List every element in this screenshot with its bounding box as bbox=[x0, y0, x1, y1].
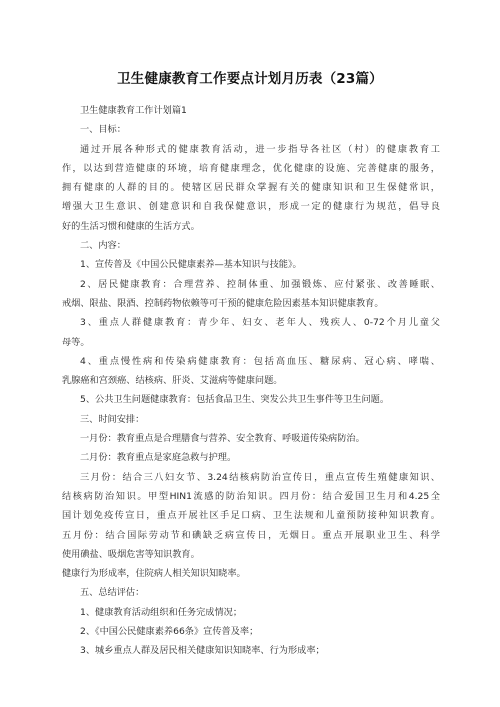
section-heading: 卫生健康教育工作计划篇1 bbox=[80, 105, 187, 116]
list-item: 2、《中国公民健康素养66条》宣传普及率； bbox=[80, 626, 259, 638]
schedule-line: 二月份：教育重点是家庭急救与护理。 bbox=[80, 452, 237, 464]
list-item-continued: 戒烟、限盐、限酒、控制药物依赖等可干预的健康危险因素基本知识健康教育。 bbox=[62, 297, 384, 309]
list-item: 4、重点慢性病和传染病健康教育：包括高血压、糖尿病、冠心病、哮喘、 bbox=[80, 355, 440, 367]
schedule-line: 结核病防治知识。甲型HIN1流感的防治知识。四月份：结合爱国卫生月和4.25全 bbox=[62, 490, 440, 502]
list-item: 3、城乡重点人群及居民相关健康知识知晓率、行为形成率； bbox=[80, 645, 325, 657]
page-title: 卫生健康教育工作要点计划月历表（23篇） bbox=[117, 71, 383, 87]
subsection-heading: 一、目标： bbox=[80, 124, 126, 136]
subsection-heading: 五、总结评估： bbox=[80, 587, 145, 599]
schedule-line: 使用碘盐、吸烟危害等知识教育。 bbox=[62, 548, 200, 560]
list-item: 2、居民健康教育：合理营养、控制体重、加强锻炼、应付紧张、改善睡眠、 bbox=[80, 278, 440, 290]
subsection-heading: 二、内容： bbox=[80, 240, 126, 252]
list-item-continued: 乳腺癌和宫颈癌、结核病、肝炎、艾滋病等健康问题。 bbox=[62, 375, 283, 387]
paragraph-line: 健康行为形成率，住院病人相关知识知晓率。 bbox=[62, 568, 246, 580]
paragraph-line: 拥有健康的人群的目的。使辖区居民群众掌握有关的健康知识和卫生保健常识， bbox=[62, 182, 440, 194]
paragraph-line: 增强大卫生意识、创建意识和自我保健意识，形成一定的健康行为规范，倡导良 bbox=[62, 201, 440, 213]
list-item: 1、健康教育活动组织和任务完成情况； bbox=[80, 606, 243, 618]
schedule-line: 三月份：结合三八妇女节、3.24结核病防治宣传日，重点宣传生殖健康知识、 bbox=[80, 471, 440, 483]
list-item: 5、公共卫生问题健康教育：包括食品卫生、突发公共卫生事件等卫生问题。 bbox=[80, 394, 390, 406]
list-item-continued: 母等。 bbox=[62, 336, 90, 348]
paragraph-line: 作，以达到营造健康的环境，培育健康理念，优化健康的设施、完善健康的服务， bbox=[62, 162, 440, 174]
paragraph-line: 好的生活习惯和健康的生活方式。 bbox=[62, 220, 200, 232]
schedule-line: 一月份：教育重点是合理膳食与营养、安全教育、呼吸道传染病防治。 bbox=[80, 433, 365, 445]
document-body bbox=[62, 101, 440, 661]
schedule-line: 国计划免疫传宣日，重点开展社区手足口病、卫生法规和儿童预防接种知识教育。 bbox=[62, 510, 440, 522]
paragraph-line: 通过开展各种形式的健康教育活动，进一步指导各社区（村）的健康教育工 bbox=[80, 143, 440, 155]
subsection-heading: 三、时间安排： bbox=[80, 413, 145, 425]
list-item: 3、重点人群健康教育：青少年、妇女、老年人、残疾人、0-72个月儿童父 bbox=[80, 317, 440, 329]
list-item: 1、宣传普及《中国公民健康素养—基本知识与技能》。 bbox=[80, 259, 302, 271]
schedule-line: 五月份：结合国际劳动节和碘缺乏病宣传日，无烟日。重点开展职业卫生、科学 bbox=[62, 529, 440, 541]
